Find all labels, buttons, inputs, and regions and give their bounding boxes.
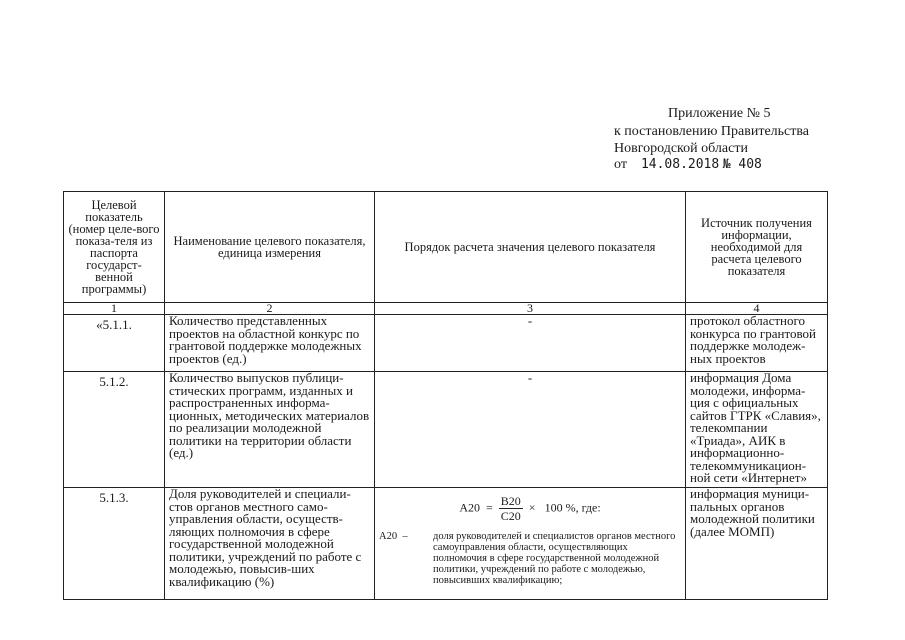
date-line	[614, 157, 762, 173]
resolution-line: к постановлению Правительства	[614, 124, 810, 139]
formula-definition	[379, 531, 681, 586]
definition-dash: –	[402, 531, 408, 542]
indicator-code: 5.1.3.	[64, 488, 165, 600]
info-source: информация Дома молодежи, информа-ция с официальных сайтов ГТРК «Славия», телекомпании «Триада», АИК в информационно-телекоммуникацион-ной сети «Интернет»	[686, 372, 828, 488]
column-number: 2	[165, 303, 375, 315]
region-line: Новгородской области	[614, 141, 748, 156]
calculation-formula	[379, 494, 681, 523]
calculation-method: -	[375, 372, 686, 488]
indicator-name: Количество выпусков публици-стических программ, изданных и распространенных информа-ционных, методических материалов по реализации молодежной политики на территории области (ед.)	[165, 372, 375, 488]
table-row	[64, 372, 828, 488]
date-prefix: от	[614, 157, 627, 172]
appendix-title: Приложение № 5	[668, 106, 771, 121]
formula-numerator: B20	[500, 494, 521, 508]
header-calculation-method: Порядок расчета значения целевого показателя	[375, 192, 686, 303]
formula-equals: =	[486, 500, 493, 515]
resolution-date: 14.08.2018	[640, 157, 720, 172]
definition-symbol-line	[379, 531, 433, 586]
indicator-name: Количество представленных проектов на областной конкурс по грантовой поддержке молодежных проектов (ед.)	[165, 315, 375, 372]
info-source: протокол областного конкурса по грантовой поддержке молодеж-ных проектов	[686, 315, 828, 372]
formula-lhs: A20	[459, 500, 480, 515]
resolution-number: № 408	[722, 157, 762, 172]
definition-text: доля руководителей и специалистов органов местного самоуправления области, осуществляющих полномочия в сфере государственной молодежной политики, учреждений по работе с молодежью, повысивших квалификацию;	[433, 531, 676, 586]
header-info-source: Источник получения информации, необходимой для расчета целевого показателя	[686, 192, 828, 303]
formula-times: ×	[528, 500, 536, 515]
indicator-code: 5.1.2.	[64, 372, 165, 488]
formula-percent: 100 %, где:	[544, 500, 601, 515]
header-indicator-number: Целевой показатель (номер целе-вого показа-теля из паспорта государст-венной программы)	[64, 192, 165, 303]
calculation-method	[375, 488, 686, 600]
table-row	[64, 488, 828, 600]
table-row	[64, 315, 828, 372]
column-number: 4	[686, 303, 828, 315]
indicator-name: Доля руководителей и специали-стов органов местного само-управления области, осуществ-ляющих полномочия в сфере государственной молодежной политики, учреждений по работе с молодежью, повысив-ших квалификацию (%)	[165, 488, 375, 600]
info-source: информация муници-пальных органов молодежной политики (далее МОМП)	[686, 488, 828, 600]
calculation-method: -	[375, 315, 686, 372]
column-number: 3	[375, 303, 686, 315]
definition-symbol: A20	[379, 531, 398, 542]
formula-denominator: C20	[500, 509, 521, 523]
formula-fraction	[499, 494, 523, 523]
target-indicators-table	[63, 191, 828, 600]
indicator-code: «5.1.1.	[64, 315, 165, 372]
header-indicator-name: Наименование целевого показателя, единица измерения	[165, 192, 375, 303]
table-header-row	[64, 192, 828, 303]
column-number: 1	[64, 303, 165, 315]
